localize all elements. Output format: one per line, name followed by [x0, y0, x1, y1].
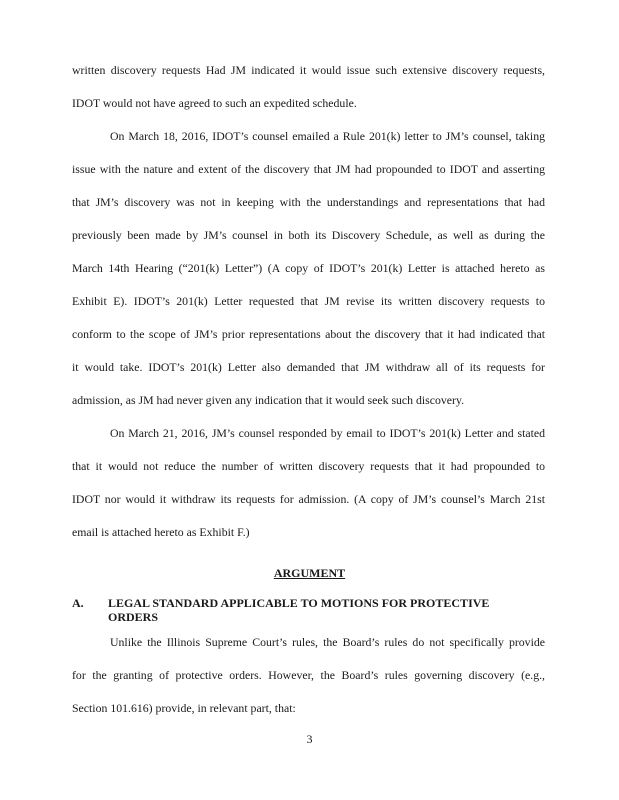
- text-line: March 14th Hearing (“201(k) Letter”) (A copy of IDOT’s 201(k) Letter is attached hereto as: [72, 261, 545, 275]
- page-number: 3: [306, 732, 313, 746]
- text-line: Section 101.616) provide, in relevant part, that:: [72, 701, 296, 715]
- text-line: IDOT would not have agreed to such an expedited schedule.: [72, 96, 357, 110]
- text-line: email is attached hereto as Exhibit F.): [72, 525, 250, 539]
- section-title-line: LEGAL STANDARD APPLICABLE TO MOTIONS FOR PROTECTIVE: [108, 596, 490, 610]
- text-line: On March 21, 2016, JM’s counsel responded by email to IDOT’s 201(k) Letter and stated: [110, 426, 545, 440]
- text-line: IDOT nor would it withdraw its requests for admission. (A copy of JM’s counsel’s March 21st: [72, 492, 545, 506]
- text-line: that it would not reduce the number of written discovery requests that it had propounded to: [72, 459, 545, 473]
- section-title: [108, 596, 528, 624]
- argument-heading: ARGUMENT: [273, 566, 346, 580]
- text-line: issue with the nature and extent of the discovery that JM had propounded to IDOT and asserting: [72, 162, 545, 176]
- text-line: that JM’s discovery was not in keeping with the understandings and representations that had: [72, 195, 545, 209]
- text-line: previously been made by JM’s counsel in both its Discovery Schedule, as well as during the: [72, 228, 545, 242]
- section-title-line: ORDERS: [108, 610, 159, 624]
- text-line: conform to the scope of JM’s prior representations about the discovery that it had indicated that: [72, 327, 545, 341]
- text-line: Exhibit E). IDOT’s 201(k) Letter requested that JM revise its written discovery requests to: [72, 294, 545, 308]
- text-line: admission, as JM had never given any indication that it would seek such discovery.: [72, 393, 465, 407]
- text-line: On March 18, 2016, IDOT’s counsel emailed a Rule 201(k) letter to JM’s counsel, taking: [110, 129, 545, 143]
- text-line: it would take. IDOT’s 201(k) Letter also demanded that JM withdraw all of its requests for: [72, 360, 545, 374]
- section-label: A.: [72, 596, 84, 610]
- text-line: written discovery requests Had JM indicated it would issue such extensive discovery requests,: [72, 63, 545, 77]
- text-line: Unlike the Illinois Supreme Court’s rules, the Board’s rules do not specifically provide: [110, 635, 545, 649]
- text-line: for the granting of protective orders. However, the Board’s rules governing discovery (e.g.,: [72, 668, 545, 682]
